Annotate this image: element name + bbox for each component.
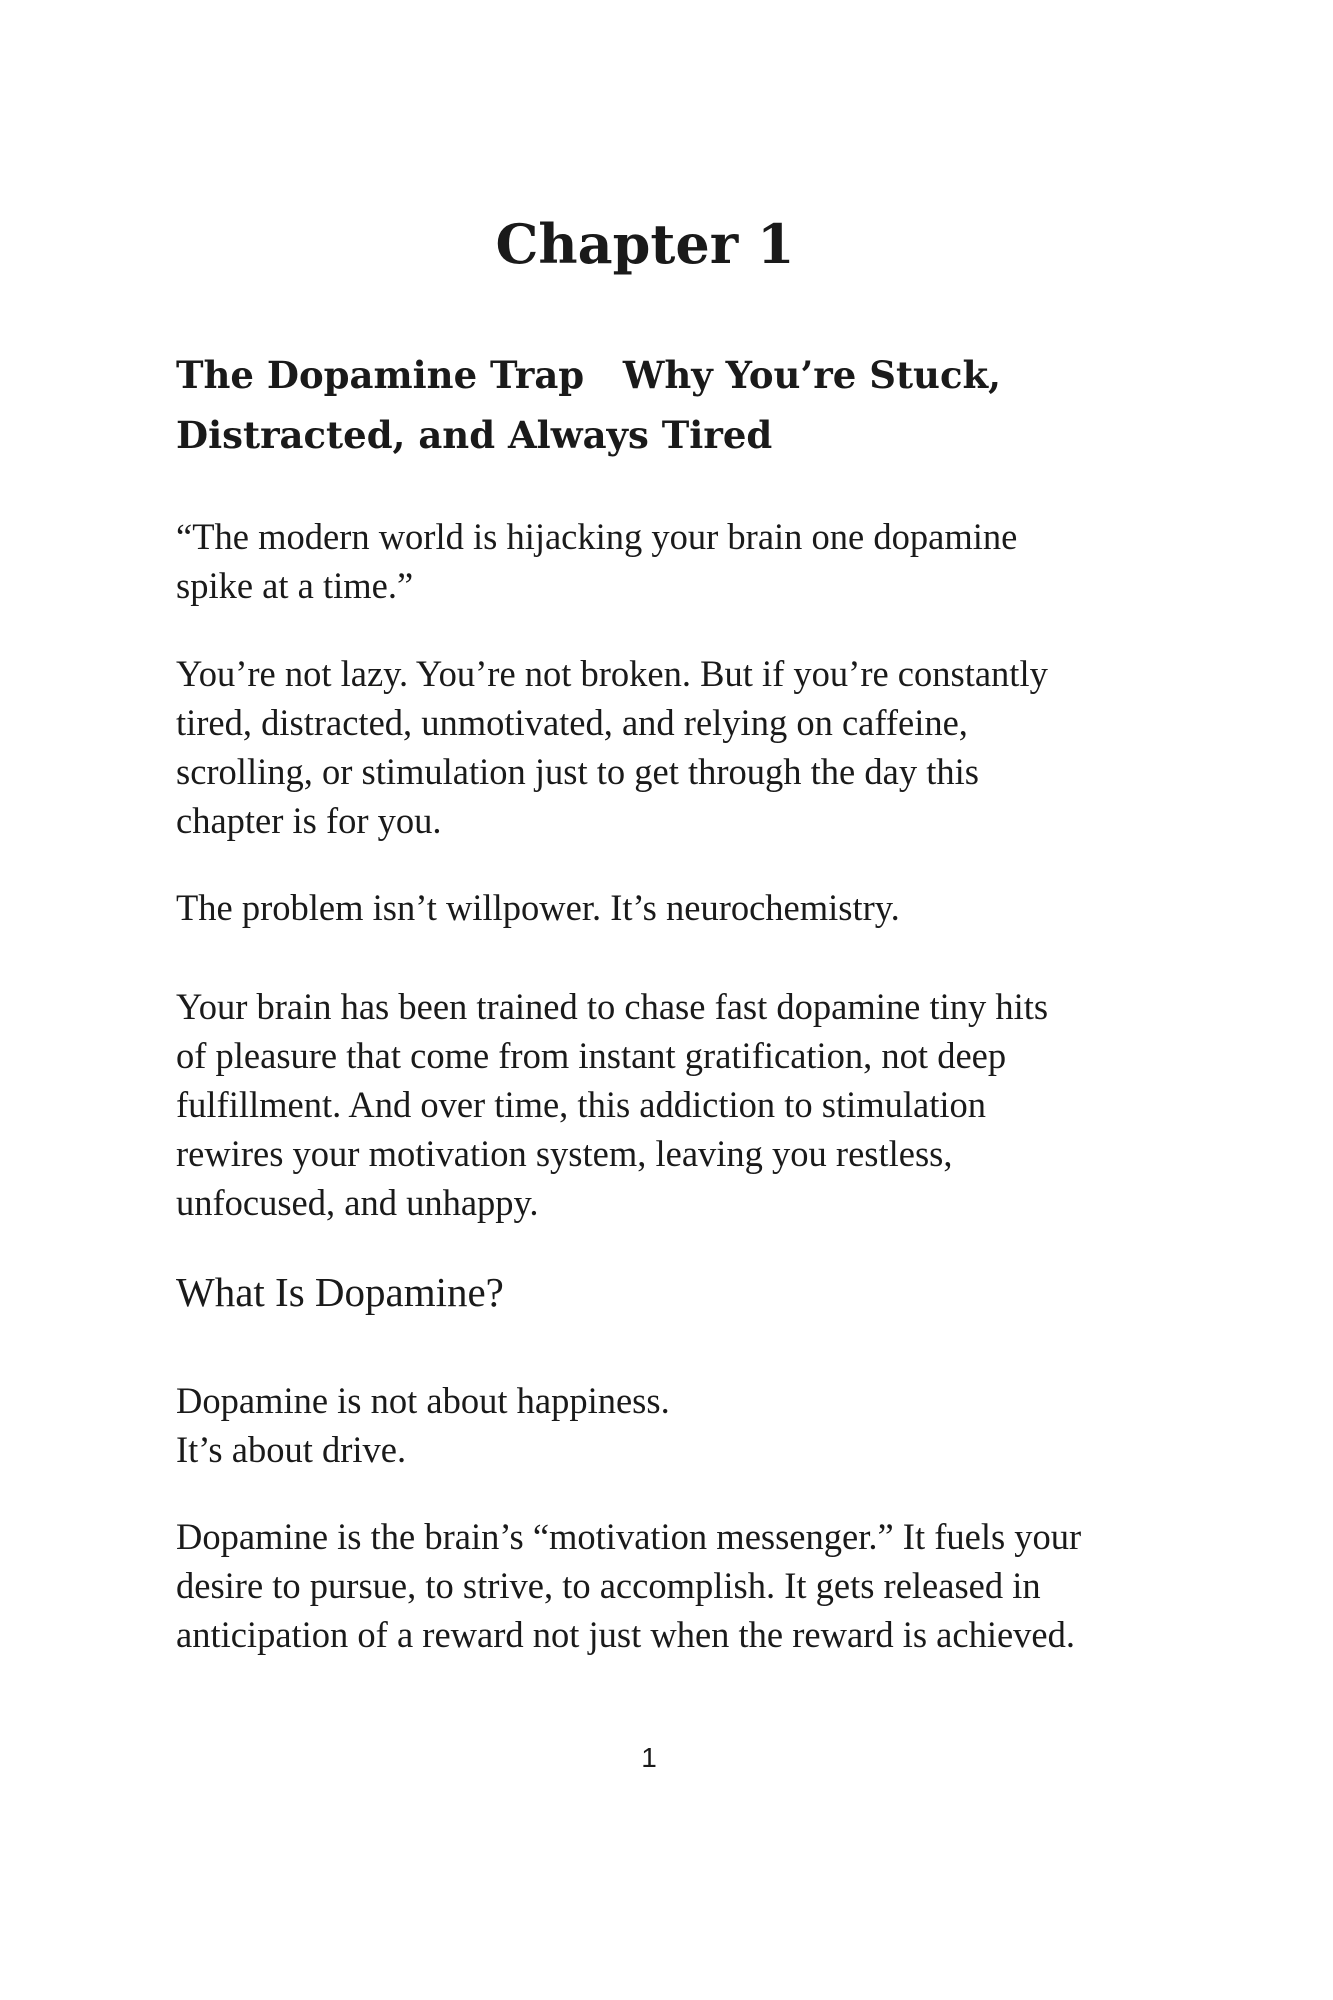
opening-quote <box>176 512 1186 610</box>
text-line: fulfillment. And over time, this addiction to stimulation <box>176 1084 987 1125</box>
subtitle-line: Distracted, and Always Tired <box>176 413 773 457</box>
text-line: chapter is for you. <box>176 800 442 841</box>
drive-paragraph <box>176 1376 1186 1474</box>
text-line: rewires your motivation system, leaving you restless, <box>176 1133 953 1174</box>
chapter-subtitle <box>176 345 1176 465</box>
text-line: tired, distracted, unmotivated, and relying on caffeine, <box>176 702 968 743</box>
text-line: of pleasure that come from instant gratification, not deep <box>176 1035 1007 1076</box>
text-line: anticipation of a reward not just when the reward is achieved. <box>176 1614 1075 1655</box>
problem-paragraph: The problem isn’t willpower. It’s neurochemistry. <box>176 887 900 928</box>
text-line: It’s about drive. <box>176 1429 407 1470</box>
text-line: Your brain has been trained to chase fast dopamine tiny hits <box>176 986 1049 1027</box>
text-line: unfocused, and unhappy. <box>176 1182 539 1223</box>
section-heading: What Is Dopamine? <box>176 1269 504 1315</box>
trained-paragraph <box>176 982 1186 1227</box>
intro-paragraph <box>176 649 1186 845</box>
text-line: Dopamine is not about happiness. <box>176 1380 670 1421</box>
text-line: spike at a time.” <box>176 565 414 606</box>
text-line: Dopamine is the brain’s “motivation messenger.” It fuels your <box>176 1516 1082 1557</box>
page-number: 1 <box>641 1742 657 1773</box>
text-line: scrolling, or stimulation just to get through the day this <box>176 751 979 792</box>
messenger-paragraph <box>176 1512 1186 1659</box>
text-line: desire to pursue, to strive, to accomplish. It gets released in <box>176 1565 1041 1606</box>
subtitle-line: The Dopamine Trap Why You’re Stuck, <box>176 353 1001 397</box>
text-line: You’re not lazy. You’re not broken. But if you’re constantly <box>176 653 1048 694</box>
chapter-title: Chapter 1 <box>495 212 795 276</box>
text-line: “The modern world is hijacking your brain one dopamine <box>176 516 1018 557</box>
